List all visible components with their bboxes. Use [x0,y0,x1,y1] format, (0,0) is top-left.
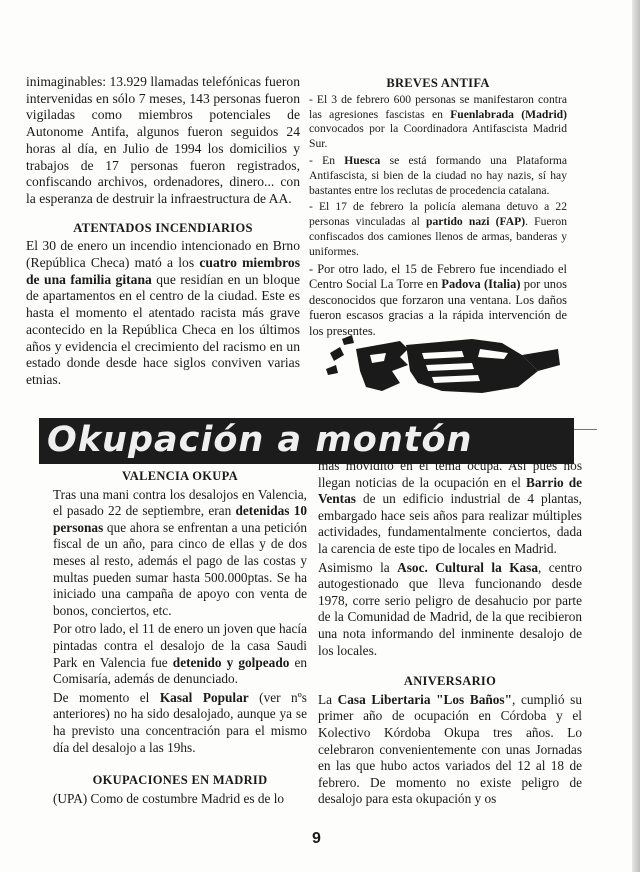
article-column-bottom-left [53,468,307,809]
text-span: , centro autogestionado que lleva funcionando desde 1978, corre serio peligro de desahucio por parte de la Comunidad de Madrid, de la que recibieron una nota informando del inminente desalojo de los locales. [318,559,582,658]
brief-item [309,262,567,340]
banner-title: Okupación a montón [47,420,473,460]
text-span: Tras una mani contra los desalojos en Valencia, el pasado 22 de septiembre, eran [53,486,307,519]
text-span: más movidito en el tema ocupa. Así pues nos llegan noticias de la ocupación en el [318,458,582,490]
article-paragraph [318,560,582,660]
brief-item [309,200,567,259]
text-span: se está formando una Plataforma Antifascista, si bien de la ciudad no hay nazis, sí hay bastantes entre los reclutas de procedencia catalana. [309,153,567,197]
text-span: De momento el [53,689,160,705]
section-heading-atentados: ATENTADOS INCENDIARIOS [73,220,253,235]
text-span: - El 17 de febrero la policía alemana detuvo a 22 personas vinculadas al [309,200,567,229]
fist-smashing-swastika-illustration [322,331,562,401]
article-paragraph [53,621,307,687]
text-span: convocados por la Coordinadora Antifascista Madrid Sur. [309,122,567,151]
text-span: El 30 de enero un incendio intencionado en Brno (República Checa) mató a los [26,238,300,271]
text-span: por unos desconocidos que forzaron una ventana. Los daños fueron escasos gracias a la rápida intervención de los presentes. [309,277,567,338]
text-span: , cumplió su primer año de ocupación en Córdoba y el Kolectivo Kórdoba Okupa tres años. Lo celebraron convenientemente con unas Jornadas en las que hubo actos variados del 12 al 18 de febrero. De momento no existe peligro de desalojo para esta okupación y os [318,691,582,807]
section-heading-madrid: OKUPACIONES EN MADRID [92,773,268,788]
article-paragraph [53,690,307,756]
section-heading-valencia: VALENCIA OKUPA [122,469,238,483]
bold-text: Casa Libertaria "Los Baños" [337,691,512,707]
bold-text: Asoc. Cultural la Kasa [397,559,539,575]
section-heading-aniversario: ANIVERSARIO [403,674,497,689]
bold-text: Huesca [344,153,381,167]
bold-text: Barrio de Ventas [318,474,582,507]
text-span: La [318,691,338,707]
bold-text: Fuenlabrada (Madrid) [450,107,567,121]
article-paragraph [318,692,582,808]
page-edge-shadow [632,0,640,872]
bold-text: partido nazi (FAP) [426,215,526,229]
article-paragraph [318,458,582,558]
article-column-bottom-right [318,458,582,810]
bold-text: detenidas 10 personas [53,503,307,535]
text-span: de un edificio industrial de 4 plantas, embargado hace seis años para realizar múltiples actividades, fundamentalmente conciertos, dada la carencia de este tipo de locales en Madrid. [318,491,582,556]
text-span: que ahora se enfrentan a una petición fiscal de un año, para cinco de ellas y de dos meses al resto, además el pago de las costas y multas pueden sumar hasta 500.000ptas. Se ha iniciado una campaña de apoyo con venta de bonos, conciertos, etc. [53,519,307,618]
page-number: 9 [312,830,321,847]
article-intro: inimaginables: 13.929 llamadas telefónicas fueron intervenidas en sólo 7 meses, 143 personas fueron vigiladas como miembros potenciales de Autonome Antifa, algunos fueron seguidos 24 horas al día, en Julio de 1994 los domicilios y trabajos de 17 personas fueron registrados, confiscando archivos, ordenadores, dinero... con la esperanza de destruir la infraestructura de AA. [26,74,300,206]
text-span: Por otro lado, el 11 de enero un joven que hacía pintadas contra el desalojo de la casa Saudi Park en Valencia fue [53,621,307,670]
brief-column-top-right [309,76,567,342]
bold-text: Padova (Italia) [441,277,521,292]
bold-text: Kasal Popular [159,689,249,705]
text-span: que residían en un bloque de apartamentos en el centro de la ciudad. Este es hasta el momento el atentado racista más grave acontecido en la República Checa en los últimos años y evidencia el crecimiento del racismo en un estado donde desde hace siglos conviven varias etnias. [26,271,300,387]
text-span: - Por otro lado, el 15 de Febrero fue incendiado el Centro Social La Torre en [309,261,567,292]
article-column-top-left [26,74,300,391]
article-paragraph: (UPA) Como de costumbre Madrid es de lo [53,790,285,806]
text-span: - El 3 de febrero 600 personas se manifestaron contra las agresiones fascistas en [309,92,567,121]
section-heading-breves: BREVES ANTIFA [386,76,490,90]
text-span: (ver nºs anteriores) no ha sido desalojado, aunque ya se ha previsto una concentración para el mismo día del desalojo a las 19hs. [53,689,307,755]
article-paragraph [26,238,300,388]
text-span: Asimismo la [318,559,398,575]
brief-item [309,93,567,152]
text-span: . Fueron confiscados dos camiones llenos de armas, banderas y uniformes. [309,215,567,258]
brief-item [309,154,567,198]
text-span: - En [309,153,345,167]
bold-text: detenido y golpeado [172,654,290,670]
article-paragraph [53,487,307,620]
bold-text: cuatro miembros de una familia gitana [26,255,301,287]
text-span: en Comisaría, además de denunciado. [53,654,308,687]
